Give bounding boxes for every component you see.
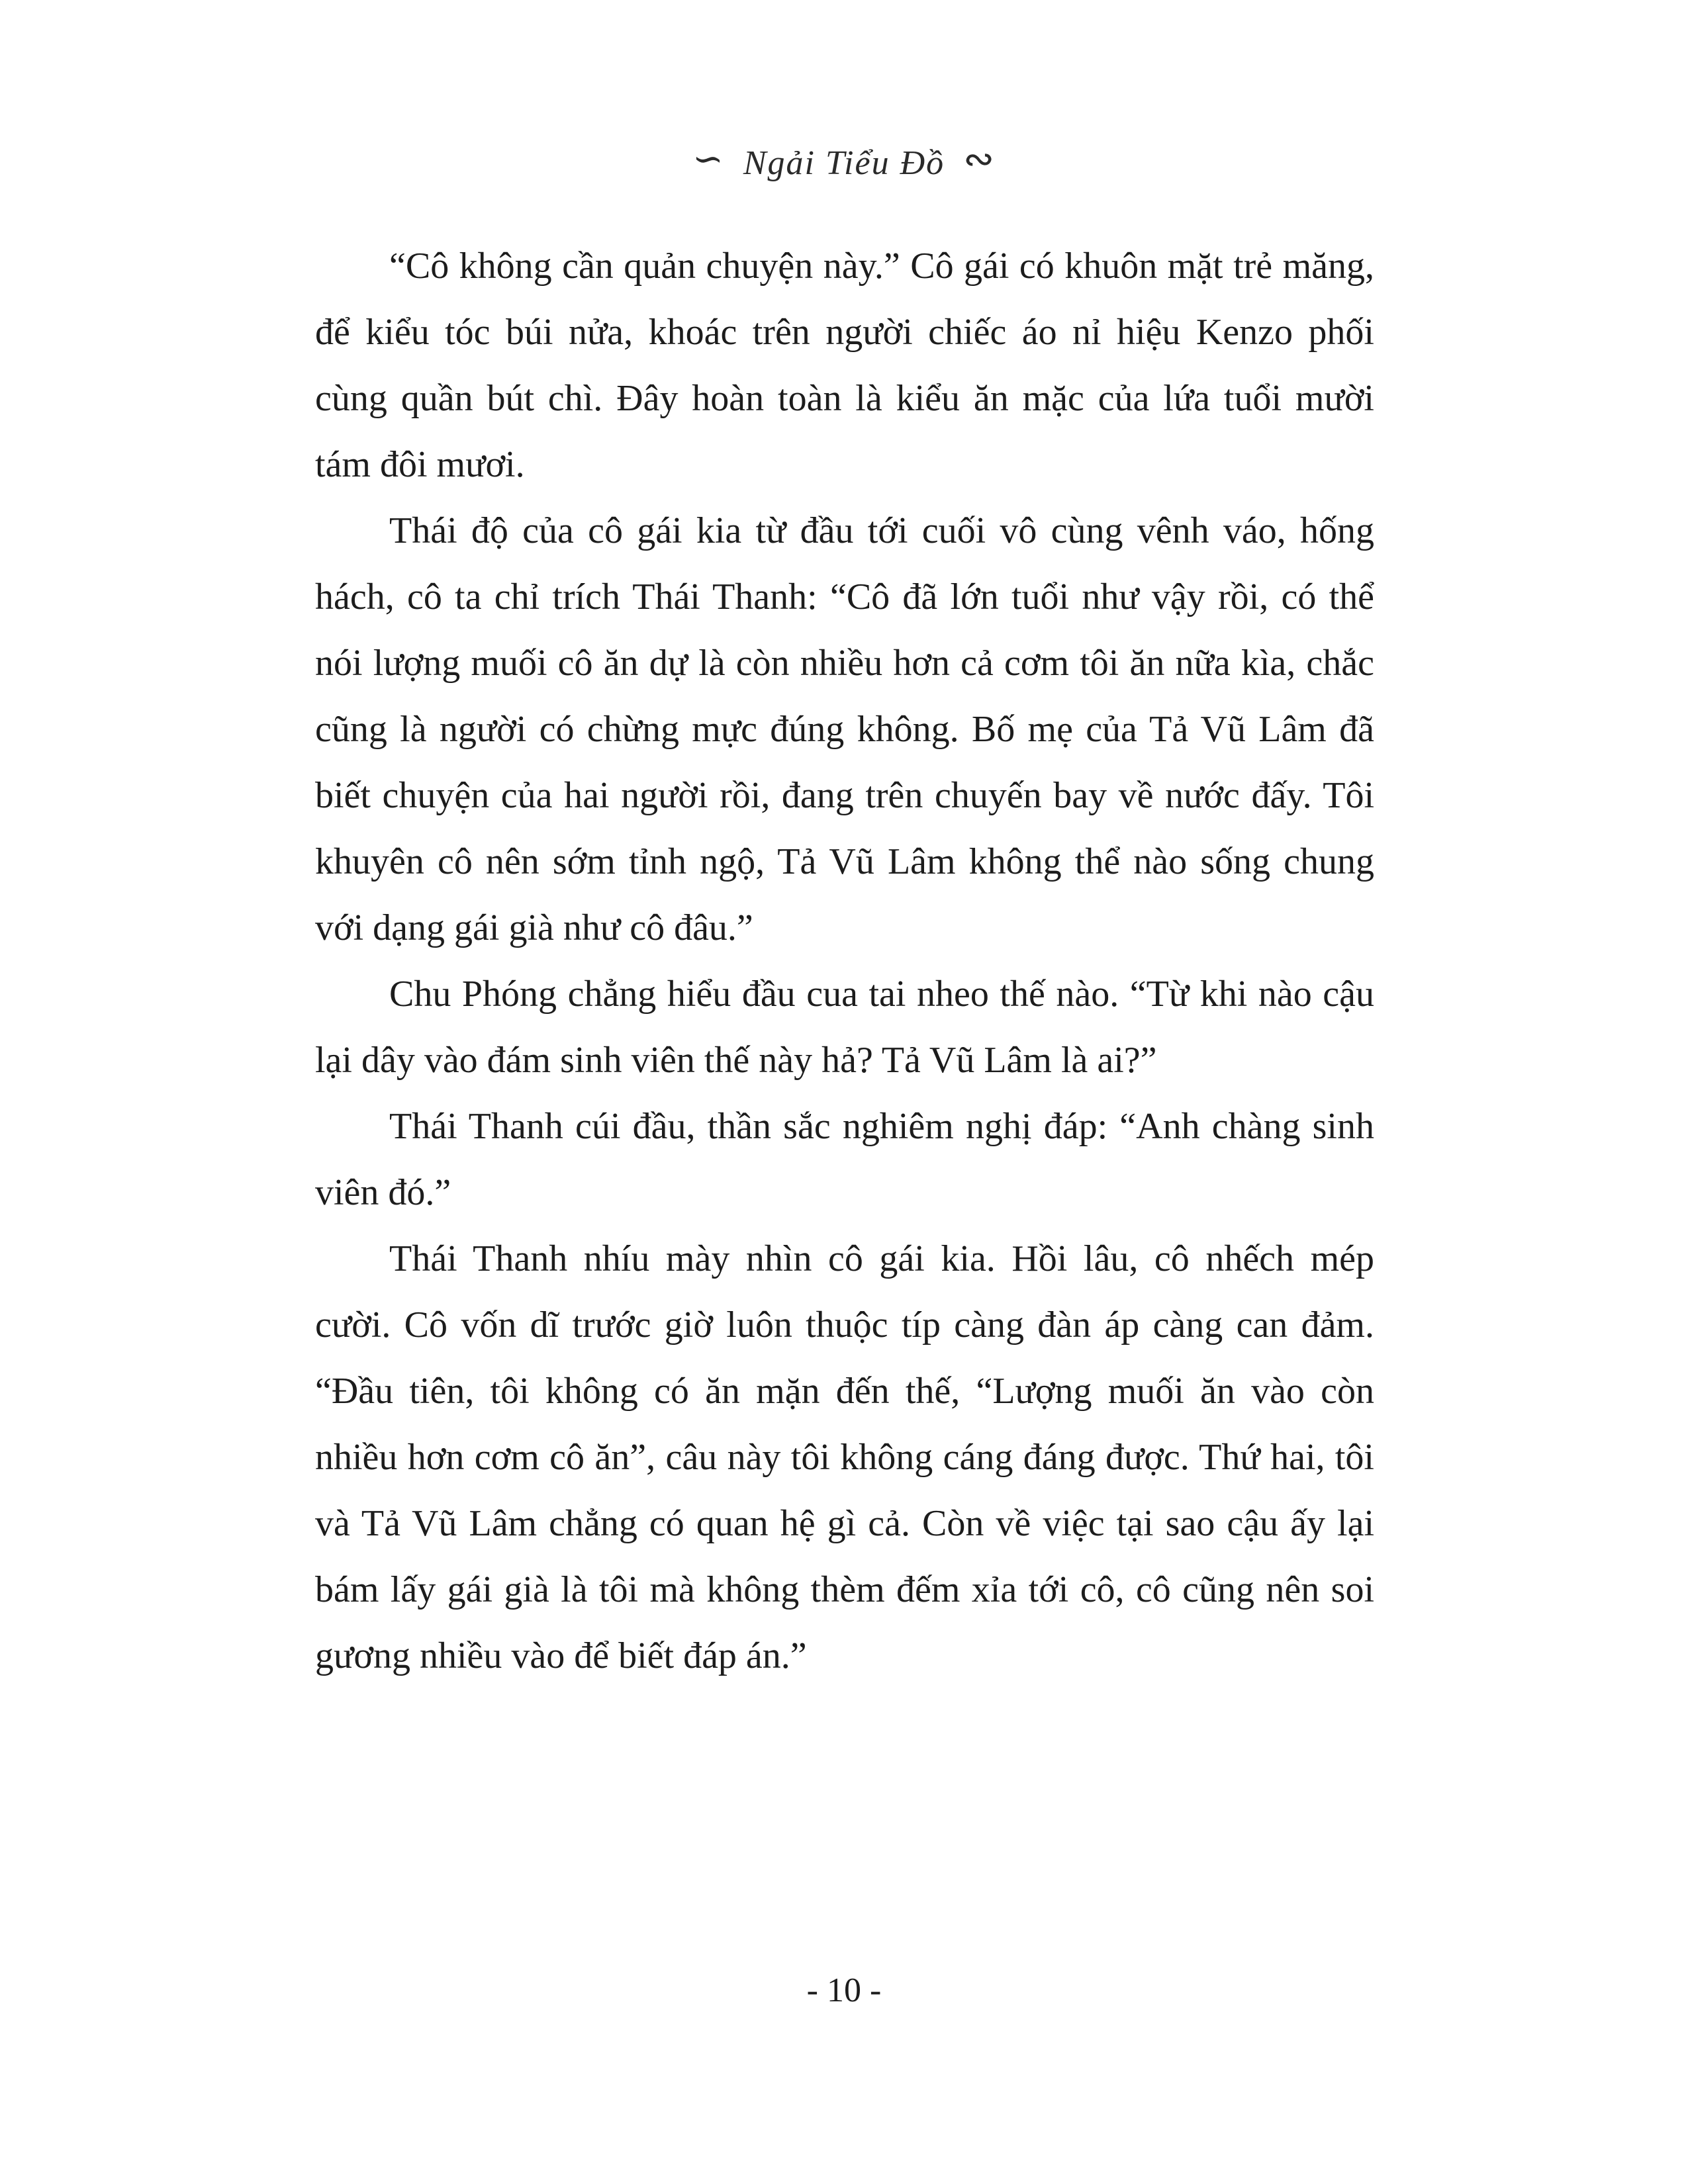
running-head-title: Ngải Tiểu Đồ bbox=[743, 144, 945, 182]
paragraph: Thái Thanh nhíu mày nhìn cô gái kia. Hồi lâu, cô nhếch mép cười. Cô vốn dĩ trước giờ luôn thuộc típ càng đàn áp càng can đảm. “Đầu tiên, tôi không có ăn mặn đến thế, “Lượng muối ăn vào còn nhiều hơn cơm cô ăn”, câu này tôi không cáng đáng được. Thứ hai, tôi và Tả Vũ Lâm chẳng có quan hệ gì cả. Còn về việc tại sao cậu ấy lại bám lấy gái già là tôi mà không thèm đếm xỉa tới cô, cô cũng nên soi gương nhiều vào để biết đáp án.” bbox=[315, 1238, 1374, 1676]
header-flourish-right-icon: ∾ bbox=[963, 139, 996, 180]
paragraph: Thái Thanh cúi đầu, thần sắc nghiêm nghị đáp: “Anh chàng sinh viên đó.” bbox=[315, 1106, 1374, 1213]
paragraph: “Cô không cần quản chuyện này.” Cô gái có khuôn mặt trẻ măng, để kiểu tóc búi nửa, khoác trên người chiếc áo nỉ hiệu Kenzo phối cùng quần bút chì. Đây hoàn toàn là kiểu ăn mặc của lứa tuổi mười tám đôi mươi. bbox=[315, 246, 1374, 485]
body-text bbox=[315, 233, 1374, 1689]
page-number: - 10 - bbox=[806, 1972, 882, 2009]
running-head bbox=[0, 140, 1688, 183]
paragraph: Thái độ của cô gái kia từ đầu tới cuối vô cùng vênh váo, hống hách, cô ta chỉ trích Thái Thanh: “Cô đã lớn tuổi như vậy rồi, có thể nói lượng muối cô ăn dự là còn nhiều hơn cả cơm tôi ăn nữa kìa, chắc cũng là người có chừng mực đúng không. Bố mẹ của Tả Vũ Lâm đã biết chuyện của hai người rồi, đang trên chuyến bay về nước đấy. Tôi khuyên cô nên sớm tỉnh ngộ, Tả Vũ Lâm không thể nào sống chung với dạng gái già như cô đâu.” bbox=[315, 510, 1374, 948]
header-flourish-left-icon: ∽ bbox=[692, 139, 725, 180]
paragraph: Chu Phóng chẳng hiểu đầu cua tai nheo thế nào. “Từ khi nào cậu lại dây vào đám sinh viên thế này hả? Tả Vũ Lâm là ai?” bbox=[315, 974, 1374, 1081]
